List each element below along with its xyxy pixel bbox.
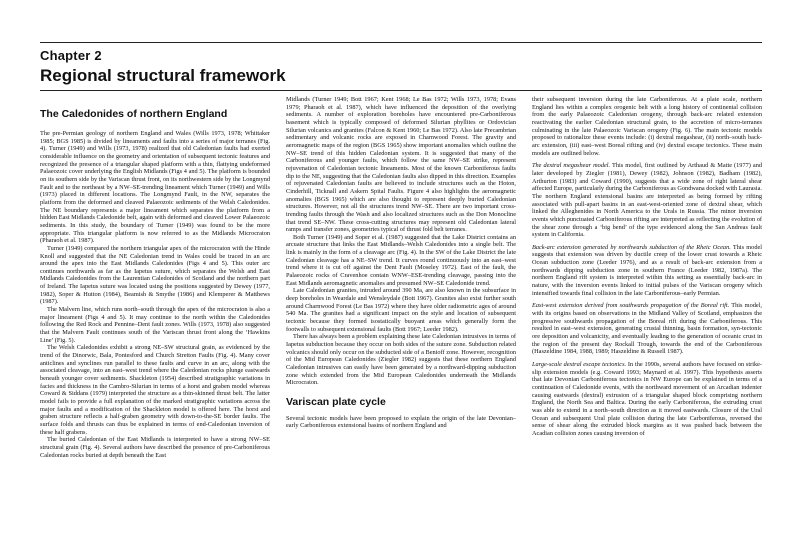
paragraph: There has always been a problem explaining these late Caledonian intrusives in terms of Iapetus subduction because they occur on both sides of the suture zone. Subduction related volcanics should only occur on the subducted side of a Benioff zone. However, recognition of the Mid European Caledonides (Ziegler 1982) suggests that these northern England Caledonian intrusives can easily have been generated by a northward-dipping subduction zone which extended from the Mid European Caledonides underneath the Midlands Microcraton. xyxy=(286,333,516,387)
paragraph xyxy=(532,244,762,298)
paragraph-text: This model, with its origins based on observations in the Midland Valley of Scotland, emphasizes the progressive southwards propagation of the Boreal rift during the Carboniferous. This resulted in east–west extension, generating crustal thinning, basin formation, syn-tectonic ore deposition and volcanicity, and eventually leading to the generation of oceanic crust in the region of the present day Rockall Trough, towards the end of the Carboniferous (Haszeldine 1984, 1988, 1989; Haszeldine & Russell 1987). xyxy=(532,302,762,356)
paragraph xyxy=(532,302,762,356)
paragraph: The pre-Permian geology of northern England and Wales (Wills 1973, 1978; Whittaker 1985; BGS 1985) is divided by lineaments and faults into a series of major terranes (Fig. 4). Turner (1949) and Wills (1973, 1978) realized that old Caledonian faults had exerted considerable influence on the geometry and orientation of subsequent tectonic features and recognized the presence of a triangular shaped platform with a thin, flattying undeformed Palaeozoic cover underlying the English Midlands (Figs 4 and 5). The platform is bounded on its southern side by the Variscan thrust front, on its northwestern side by the Longmynd Fault and to the northeast by a NW–SE-trending lineament which Turner (1949) and Wills (1973) placed in different locations. The Longmynd Fault, in the NW, separates the platform from the deformed and cleaved Palaeozoic sediments of the Welsh Caledonides. The NE boundary represents a major lineament which separates the platform from a hidden East Midlands Caledonide belt, again with deformed and cleaved Lower Palaeozoic sediments. In this study, the boundary of Turner (1949) was found to be the more appropriate. This triangular platform is now referred to as the Midlands Microcraton (Pharaoh et al. 1987). xyxy=(40,130,270,245)
paragraph: Turner (1949) compared the northern triangular apex of the microcraton with the Hinde Knoll and suggested that the NE Caledonian trend in Wales could be traced in an arc around the apex into the East Midlands Caledonides (Figs 4 and 5). This outer arc continues northwards as far as the Iapetus suture, which separates the Welsh and East Midlands Caledonides from the Laurentian Caledonides of Scotland and the northern part of Ireland. The Iapetus suture was located using the positions suggested by Dewey (1977, 1982), Soper & Hutton (1984), Beamish & Smythe (1986) and Klemperer & Matthews (1987). xyxy=(40,244,270,306)
paragraph: The buried Caledonian of the East Midlands is interpreted to have a strong NW–SE structural grain (Fig. 4). Several authors have described the presence of pre-Carboniferous Caledonian rocks buried at depth beneath the East xyxy=(40,436,270,459)
run-in-heading: East-west extension derived from southwards propagation of the Boreal rift. xyxy=(532,302,730,310)
paragraph xyxy=(532,162,762,239)
paragraph: The Welsh Caledonides exhibit a strong NE–SW structural grain, as evidenced by the trend of the Dinorwic, Bala, Pontesford and Church Stretton Faults (Fig. 4). Many cover anticlines and synclines run parallel to these faults and curve in an arc, along with the associated cleavage, into an east–west trend where the Caledonian rocks plunge eastwards beneath younger cover sediments. Shackleton (1954) described stratigraphic variations in facies and thickness in the Cambro-Silurian in terms of a horst and graben model whereas Coward & Siddans (1979) interpreted the structure as a thin-skinned thrust belt. The latter model fails to provide a full explanation of the marked stratigraphic variations across the major faults and a modification of the Shackleton model is offered here. The horst and graben structure reflects a half-graben geometry with down-to-the-SE border faults. The surface folds and thrusts can thus be explained in terms of end-Caledonian inversion of these half grabens. xyxy=(40,344,270,436)
paragraph: their subsequent inversion during the late Carboniferous. At a plate scale, northern England lies within a complex orogenic belt with a long history of continental collision from the early Palaeozoic Caledonian orogeny, through back-arc related extension reactivating the earlier Caledonian structural grain, to the accretion of micro-terranes culminating in the late Palaeozoic Variscan orogeny (Fig. 6). The main tectonic models proposed to rationalize these events include: (i) dextral megashear, (ii) north–south back-arc extension, (iii) east–west Boreal rifting and (iv) dextral escape tectonics. These main models are outlined below. xyxy=(532,96,762,157)
paragraph: Several tectonic models have been proposed to explain the origin of the late Devonian–early Carboniferous extensional basins of northern England and xyxy=(286,414,516,430)
bottom-rule xyxy=(40,90,762,91)
run-in-heading: The dextral megashear model. xyxy=(532,162,611,170)
paragraph xyxy=(532,361,762,438)
section-heading-caledonides: The Caledonides of northern England xyxy=(40,108,228,120)
text-column-2 xyxy=(286,96,516,544)
paragraph: Late Caledonian granites, intruded around 390 Ma, are also known in the subsurface in deep boreholes in Weardale and Wensleydale (Bott 1967). Granites also exist further south around Charnwood Forest (Le Bas 1972) where they have older radiometric ages of around 540 Ma. The granites had a significant impact on the style and location of subsequent tectonic because they formed isostatically buoyant areas which generally form the footwalls to subsequent extensional faults (Bott 1967; Leeder 1982). xyxy=(286,287,516,333)
paragraph: The Malvern line, which runs north–south through the apex of the microcraton is also a major lineament (Figs 4 and 5). It may continue to the north within the Caledonides following the Red Rock and Pennine–Dent fault zones. Wills (1973, 1978) also suggested that the Malvern Fault continues south of the Variscan thrust front along the ‘Hawkins Line’ (Fig. 5). xyxy=(40,306,270,344)
text-column-3 xyxy=(532,96,762,544)
paragraph: Both Turner (1949) and Soper et al. (1987) suggested that the Lake District contains an arcuate structure that links the East Midlands–Welsh Caledonides into a single belt. The link is mainly in the form of a cleavage arc (Fig. 4). In the SW of the Lake District the late Caledonian cleavage has a NE–SW trend. It curves round continuously into an east–west trend where it is cut off against the Dent Fault (Moseley 1972). East of the fault, the Palaeozoic rocks of Cravenhoe contain WNW–ESE-trending cleavage, passing into the East Midlands aeromagnetic anomalies and presumed NW–SE Caledonide trend. xyxy=(286,233,516,287)
paragraph: Midlands (Turner 1949; Bott 1967; Kent 1968; Le Bas 1972; Wills 1973, 1978; Evans 1979; Pharaoh et al. 1987), which have influenced the deposition of the overlying sediments. A number of exploration boreholes have encountered pre-Carboniferous basement which is typically composed of deformed Silurian phyllites or Ordovician Silurian volcanics and granites (Falcon & Kent 1960; Le Bas 1972). Also late Precambrian sedimentary and volcanic rocks are exposed in Charnwood Forest. The gravity and aeromagnetic maps of the region (BGS 1965) show important anomalies which outline the NW–SE trend of this hidden Caledonian system. It is suggested that many of the Carboniferous and younger faults, which follow the same NW–SE strike, represent rejuvenation of Caledonian tectonic lineaments. Most of the known Carboniferous faults dip to the NE, suggesting that the Caledonian faults also dipped in this direction. Examples of rejuvenated Caledonian faults are believed to include structures such as the Hoton, Cinderhill, Ticknall and Askern Spital Faults. Figure 4 also highlights the aeromagnetic anomalies (BGS 1965) which are also thought to represent deeply buried Caledonian structures. However, not all the structures trend NW–SE. There are two important cross-trending faults through the Wash and also localized structures such as the Don Monocline that trend SE–NW. These cross-cutting structures may represent old Caledonian lateral ramps and transfer zones, geometries typical of thrust fold belt terranes. xyxy=(286,96,516,234)
paragraph-text: This model, first outlined by Arthaud & Matte (1977) and later developed by Ziegler (1981), Dewey (1982), Johnson (1982), Badham (1982), Arthurton (1983) and Coward (1990), suggests that a wide zone of right lateral shear affected Europe, particularly during the Carboniferous as Gondwana docked with Laurasia. The northern England extensional basins are interpreted as being formed by rifting associated with pull-apart basins in an east-west-oriented zone of dextral shear, which linked the Alleghenides in North America to the Urals in Russia. The minor inversion events which punctuated Carboniferous rifting are interpreted as reflecting the evolution of the shear zone through a ‘big bend’ of the type evidenced along the San Andreas fault system in California. xyxy=(532,162,762,239)
run-in-heading: Large-scale dextral escape tectonics. xyxy=(532,361,627,368)
run-in-heading: Back-arc extension generated by northwards subduction of the Rheic Ocean. xyxy=(532,243,731,251)
paragraph-text: This model suggests that extension was driven by ductile creep of the lower crust towards a Rheic Ocean subduction zone (Leeder 1976), and as a result of back-arc extension from a northwards dipping subduction zone in southern France (Leeder 1982, 1987a). The northern England rift system is interpreted within this setting as essentially back-arc in nature, with the inversion events linked to initial pulses of the Variscan orogeny which intensified towards final collision in the late Carboniferous–early Permian. xyxy=(532,243,762,297)
top-rule xyxy=(40,42,762,43)
section-heading-variscan: Variscan plate cycle xyxy=(286,395,386,408)
paragraph-text: In the 1990s, several authors have focused on strike-slip extension models (e.g. Coward 1993; Maynard et al. 1997). This hypothesis asserts that late Devonian Carboniferous tectonics in NW Europe can be explained in terms of a continuation of Caledonide events, with the northward movement of an Arcadian indenter causing eastwards (dextral) extrusion of a triangular shaped block comprising northern England, the North Sea and Baltica. During the early Carboniferous, the extruding crust was able to extend in a north–south direction as it moved eastwards. Closure of the Ural Ocean and subsequent Ural plate collision during the late Carboniferous, reversed the sense of shear along the extruded block margins as it was pushed back between the Acadian collision zones causing inversion of xyxy=(532,361,762,437)
text-column-1 xyxy=(40,130,270,544)
chapter-title: Regional structural framework xyxy=(40,66,286,85)
chapter-label: Chapter 2 xyxy=(40,48,102,63)
